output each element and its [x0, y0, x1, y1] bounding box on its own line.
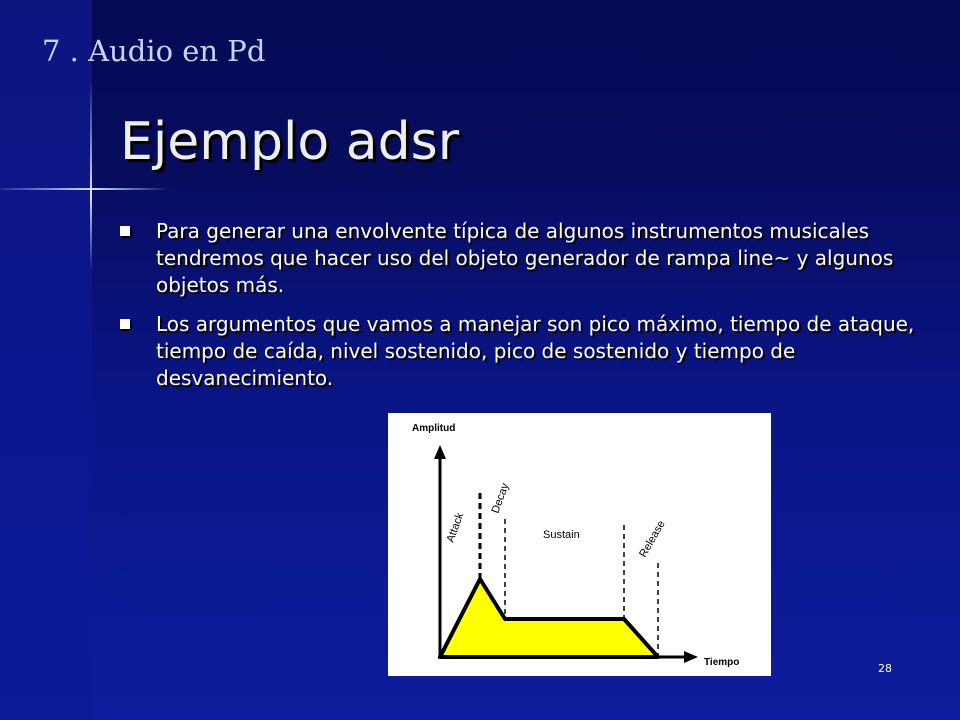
- y-axis-label: Amplitud: [412, 423, 456, 434]
- bullet-text: Para generar una envolvente típica de algunos instrumentos musicales tendremos que hacer uso del objeto generador de rampa line~ y algunos objetos más.: [156, 219, 894, 297]
- adsr-envelope-figure: [388, 413, 771, 676]
- slide-title: Ejemplo adsr: [120, 112, 460, 172]
- phase-label-decay: Decay: [489, 481, 512, 516]
- adsr-diagram: [388, 413, 771, 676]
- page-number: 28: [878, 662, 892, 675]
- bullet-item: [118, 311, 918, 392]
- phase-label-sustain: Sustain: [543, 529, 580, 541]
- square-bullet-icon: [120, 319, 130, 329]
- horizontal-accent-line: [0, 188, 170, 190]
- left-strip: [0, 0, 92, 720]
- bullet-list: [118, 218, 918, 404]
- square-bullet-icon: [120, 226, 130, 236]
- bullet-text: Los argumentos que vamos a manejar son pico máximo, tiempo de ataque, tiempo de caída, nivel sostenido, pico de sostenido y tiempo de desvanecimiento.: [156, 312, 915, 390]
- phase-label-attack: Attack: [444, 511, 467, 545]
- x-axis-label: Tiempo: [704, 657, 740, 668]
- bullet-item: [118, 218, 918, 299]
- section-title: 7 . Audio en Pd: [42, 34, 266, 68]
- vertical-accent-line: [90, 80, 92, 270]
- phase-label-release: Release: [637, 518, 668, 560]
